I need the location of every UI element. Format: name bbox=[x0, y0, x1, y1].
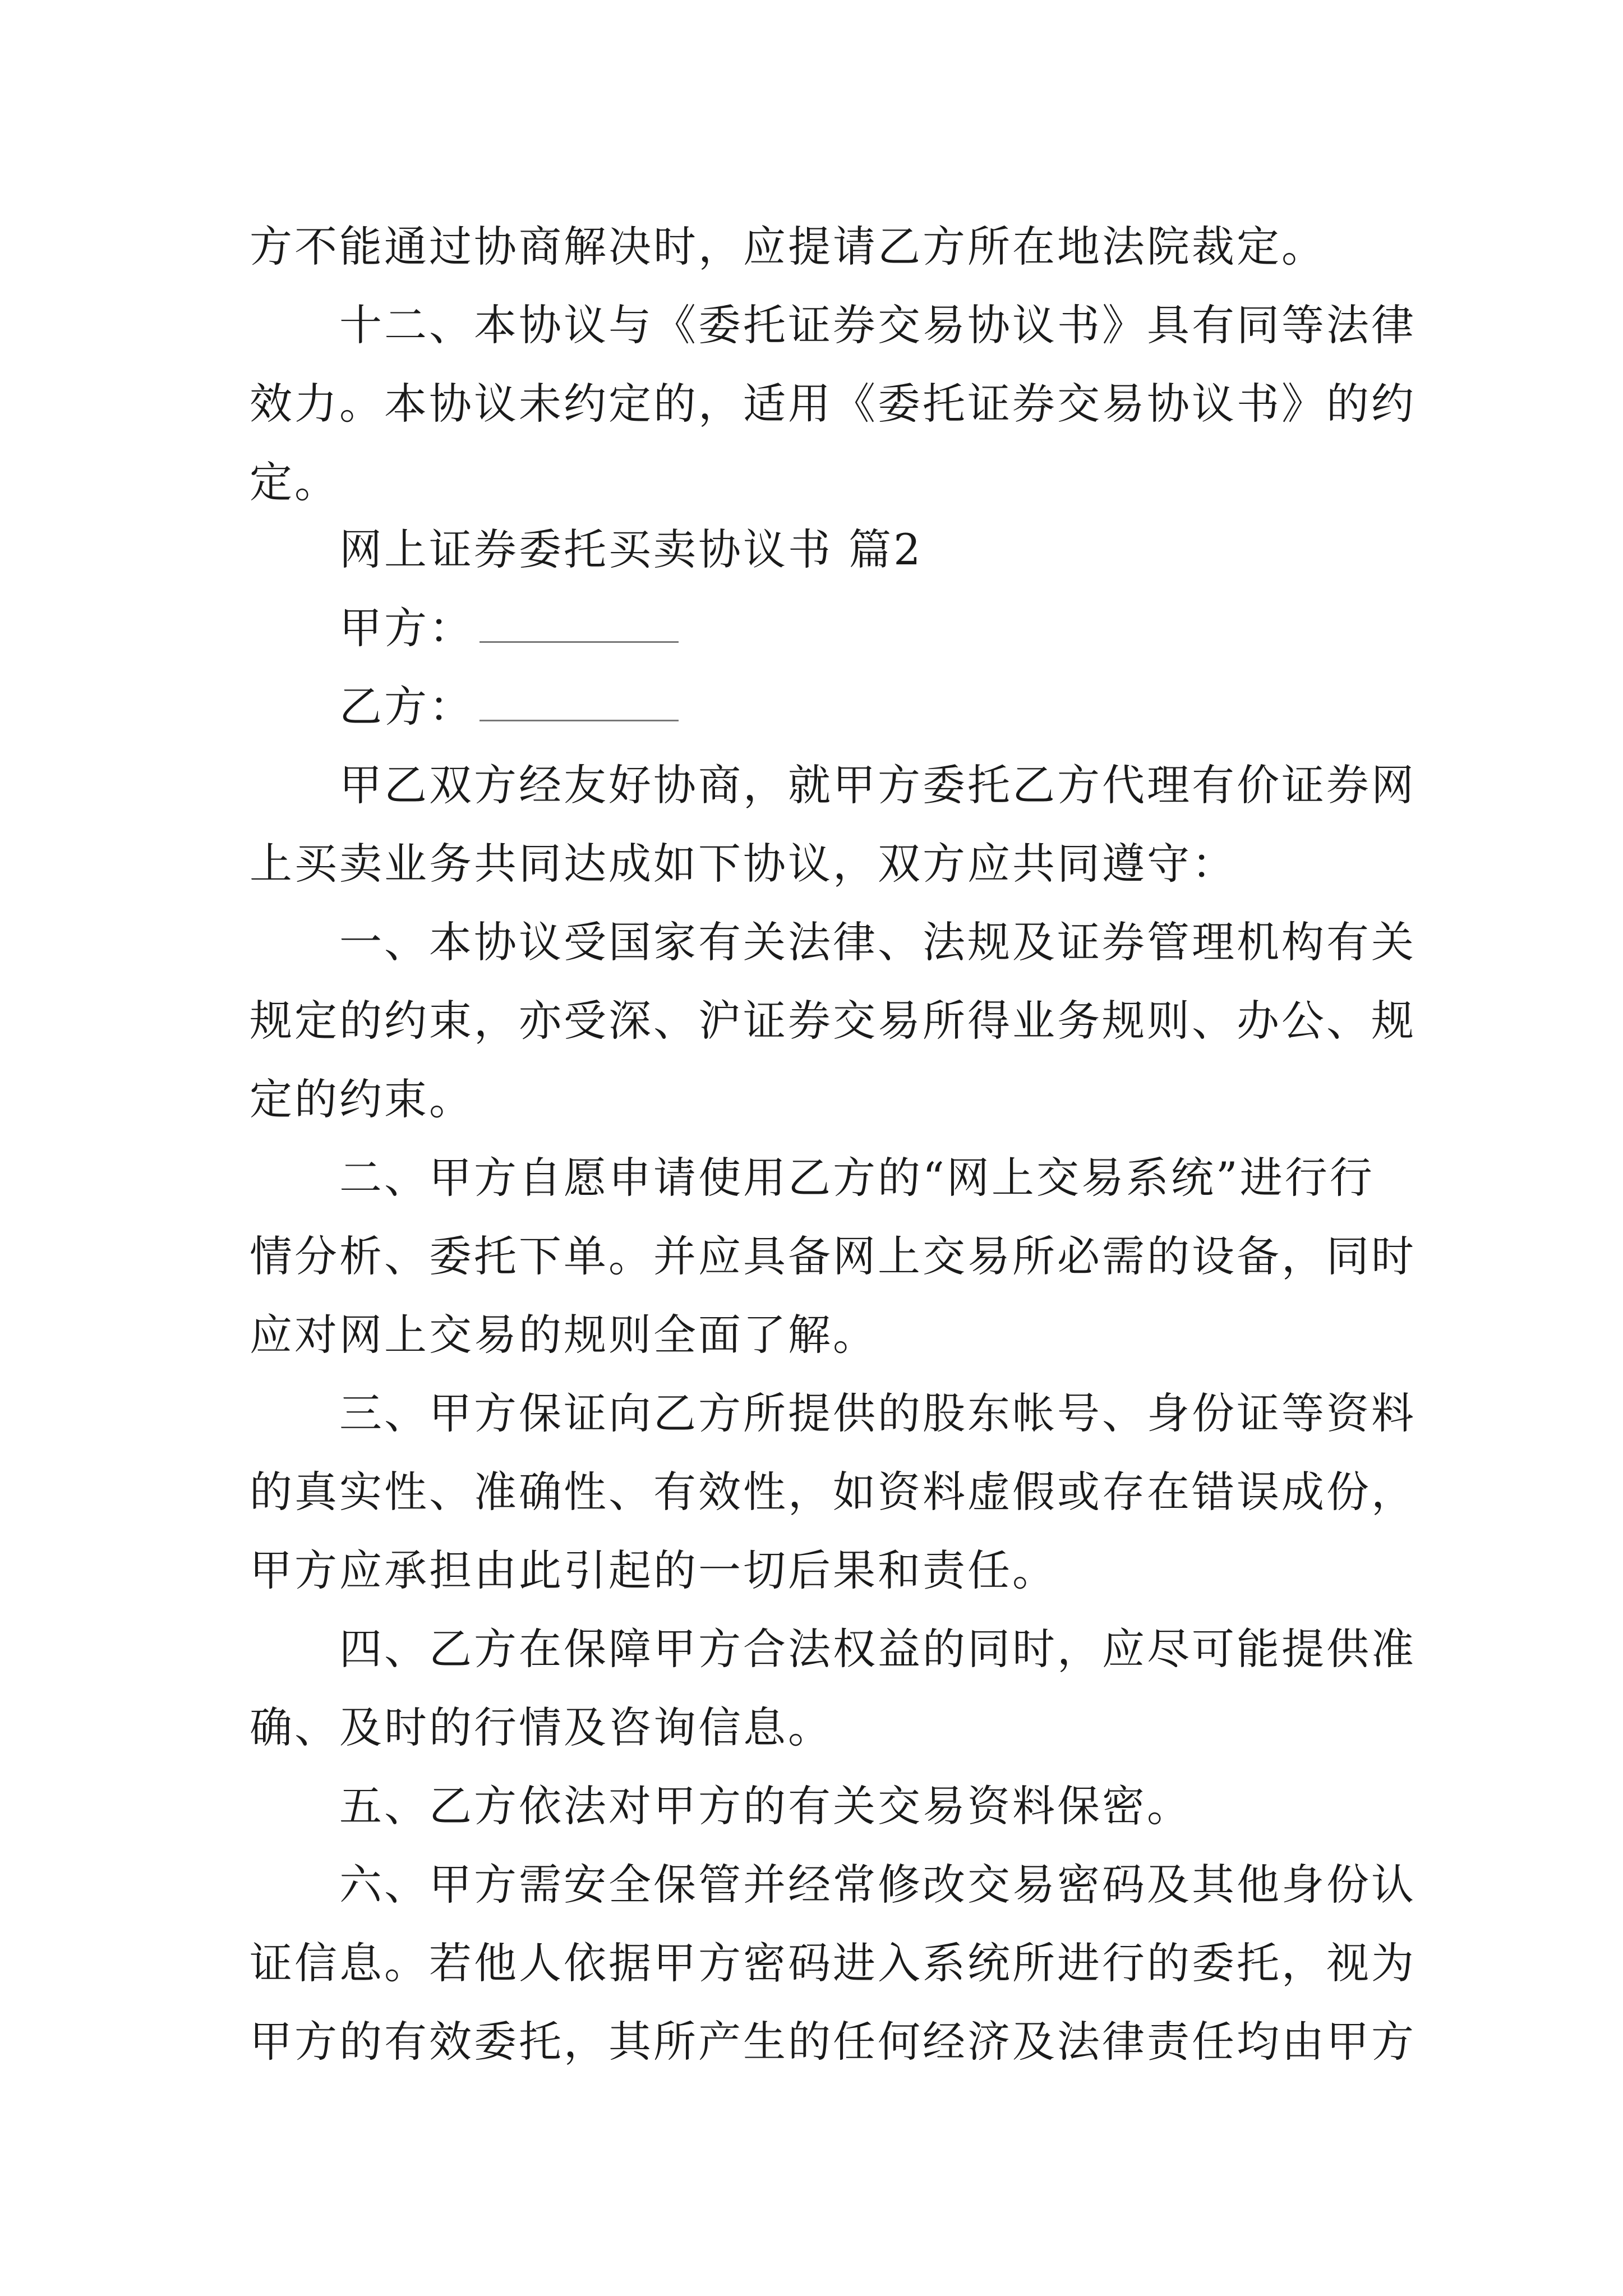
text-line: 定。 bbox=[250, 457, 339, 507]
party-b-label: 乙方： bbox=[339, 682, 474, 731]
text-line: 规定的约束，亦受深、沪证券交易所得业务规则、办公、规 bbox=[250, 996, 1416, 1046]
section-heading: 网上证券委托买卖协议书 篇2 bbox=[339, 524, 923, 574]
text-line: 三、甲方保证向乙方所提供的股东帐号、身份证等资料 bbox=[339, 1388, 1416, 1438]
text-line: 五、乙方依法对甲方的有关交易资料保密。 bbox=[339, 1781, 1192, 1831]
text-line: 确、及时的行情及咨询信息。 bbox=[250, 1703, 833, 1752]
party-b-row bbox=[339, 679, 679, 735]
text-line: 应对网上交易的规则全面了解。 bbox=[250, 1310, 878, 1360]
text-line: 一、本协议受国家有关法律、法规及证券管理机构有关 bbox=[339, 917, 1416, 967]
text-line: 证信息。若他人依据甲方密码进入系统所进行的委托，视为 bbox=[250, 1938, 1416, 1988]
text-line: 四、乙方在保障甲方合法权益的同时，应尽可能提供准 bbox=[339, 1624, 1416, 1674]
text-line: 十二、本协议与《委托证券交易协议书》具有同等法律 bbox=[339, 300, 1416, 350]
text-line: 的真实性、准确性、有效性，如资料虚假或存在错误成份， bbox=[250, 1467, 1416, 1517]
party-b-blank bbox=[479, 679, 679, 721]
party-a-blank bbox=[479, 601, 679, 643]
text-line: 甲方的有效委托，其所产生的任何经济及法律责任均由甲方 bbox=[250, 2017, 1416, 2067]
party-a-row bbox=[339, 600, 679, 656]
text-line: 方不能通过协商解决时，应提请乙方所在地法院裁定。 bbox=[250, 222, 1326, 272]
text-line: 甲乙双方经友好协商，就甲方委托乙方代理有价证券网 bbox=[339, 760, 1416, 810]
text-line: 定的约束。 bbox=[250, 1074, 474, 1124]
text-line: 六、甲方需安全保管并经常修改交易密码及其他身份认 bbox=[339, 1860, 1416, 1910]
text-line: 情分析、委托下单。并应具备网上交易所必需的设备，同时 bbox=[250, 1231, 1416, 1281]
text-line: 二、甲方自愿申请使用乙方的“网上交易系统”进行行 bbox=[339, 1153, 1375, 1203]
text-line: 甲方应承担由此引起的一切后果和责任。 bbox=[250, 1545, 1057, 1595]
text-line: 上买卖业务共同达成如下协议，双方应共同遵守： bbox=[250, 839, 1237, 889]
party-a-label: 甲方： bbox=[339, 603, 474, 653]
text-line: 效力。本协议未约定的，适用《委托证券交易协议书》的约 bbox=[250, 379, 1416, 429]
